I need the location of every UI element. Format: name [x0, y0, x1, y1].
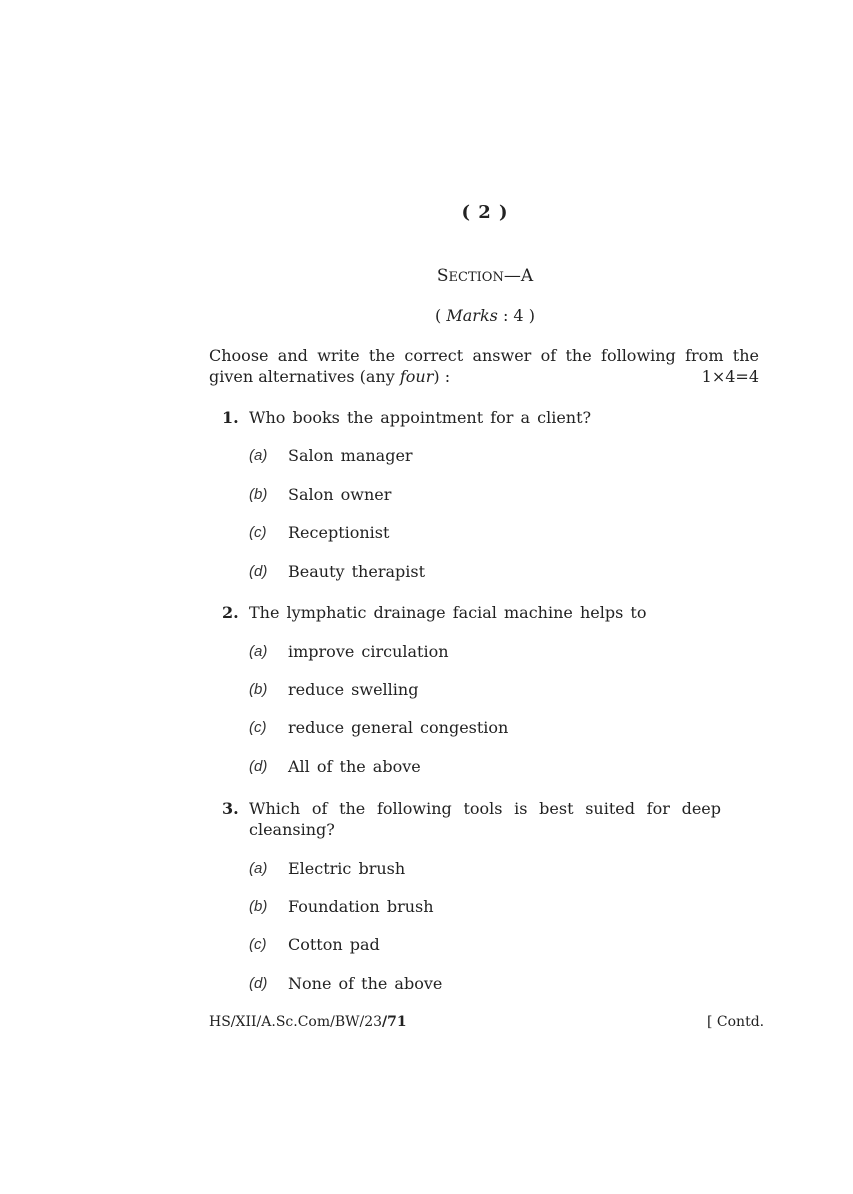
marks-label: Marks [446, 306, 498, 325]
option-label: (c) [249, 524, 267, 541]
section-prefix: S [436, 266, 449, 286]
page-number: ( 2 ) [461, 202, 509, 223]
option-text: Beauty therapist [288, 562, 426, 581]
section-rest: ECTION [448, 270, 504, 285]
instructions-emph: four [399, 367, 434, 386]
question-text-continued: cleansing? [249, 820, 335, 839]
option-label: (b) [249, 898, 268, 915]
option-text: Receptionist [288, 523, 390, 542]
option-label: (d) [249, 975, 268, 992]
question-text: Which of the following tools is best suited for deep [249, 799, 721, 818]
section-heading [0, 266, 853, 286]
option-text: Foundation brush [288, 897, 434, 916]
marks-value: : 4 ) [502, 306, 535, 325]
paper-code-text: HS/XII/A.Sc.Com/BW/23 [209, 1014, 383, 1030]
question-number: 3. [222, 799, 239, 818]
option-label: (d) [249, 563, 268, 580]
option-text: Cotton pad [288, 935, 380, 954]
option-text: Electric brush [288, 859, 406, 878]
option-text: All of the above [288, 757, 421, 776]
option-label: (d) [249, 758, 268, 775]
option-label: (a) [249, 643, 268, 660]
option-label: (c) [249, 936, 267, 953]
instructions-line1: Choose and write the correct answer of the following from the [209, 346, 759, 365]
paper-code-bold: /71 [382, 1014, 407, 1030]
marks-open: ( [435, 306, 447, 325]
question-text: The lymphatic drainage facial machine helps to [249, 603, 647, 622]
option-label: (b) [249, 681, 268, 698]
paper-code [209, 1014, 407, 1030]
instructions-line2-start: given alternatives (any [209, 367, 400, 386]
instructions-line2-end: ) : [433, 367, 451, 386]
option-label: (c) [249, 719, 267, 736]
option-text: Salon manager [288, 446, 413, 465]
section-suffix: —A [503, 266, 534, 286]
question-text: Who books the appointment for a client? [249, 408, 592, 427]
marks-heading [0, 306, 853, 325]
option-text: reduce general congestion [288, 718, 509, 737]
instructions-line2 [209, 366, 759, 387]
question-number: 2. [222, 603, 239, 622]
option-label: (b) [249, 486, 268, 503]
instructions [209, 345, 759, 387]
option-text: reduce swelling [288, 680, 419, 699]
option-label: (a) [249, 447, 268, 464]
question-number: 1. [222, 408, 239, 427]
option-label: (a) [249, 860, 268, 877]
option-text: improve circulation [288, 642, 449, 661]
instructions-line2-text [209, 366, 450, 387]
instructions-marks: 1×4=4 [701, 367, 759, 386]
continued-marker: [ Contd. [707, 1014, 765, 1030]
option-text: Salon owner [288, 485, 392, 504]
option-text: None of the above [288, 974, 443, 993]
